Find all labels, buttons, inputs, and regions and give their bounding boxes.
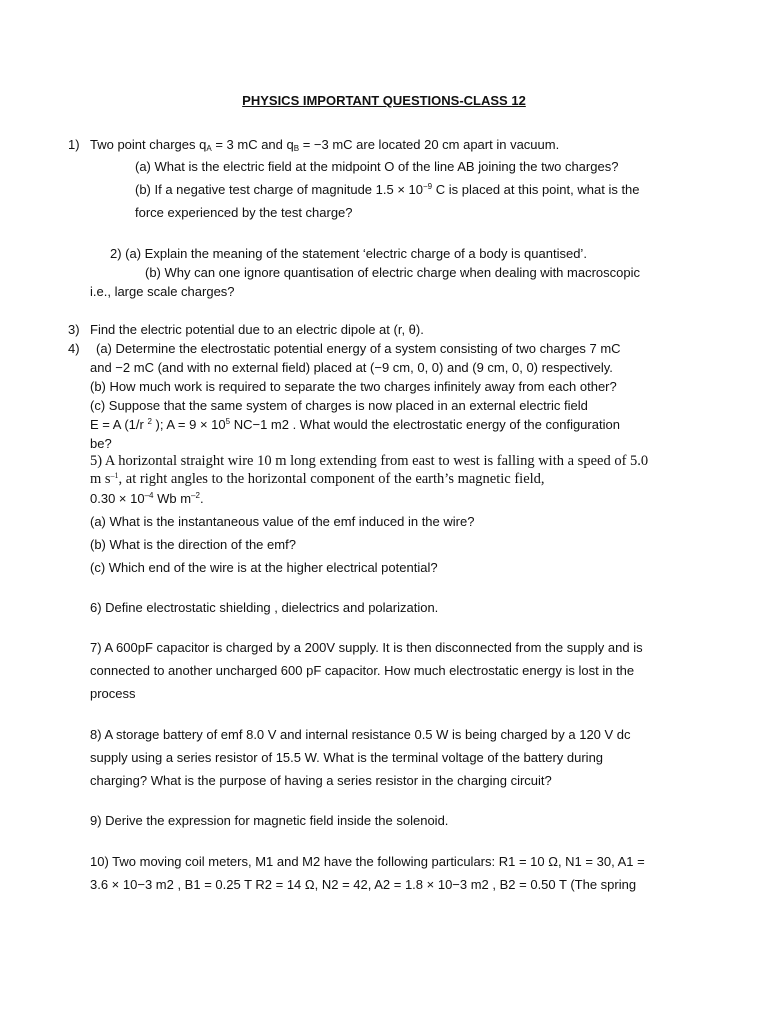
q7-line-2: connected to another uncharged 600 pF capacitor. How much electrostatic energy is lost in the — [90, 663, 635, 678]
q5-statement-cont: m $s^{-1}$, at right angles to the horizontal component of the earth’s magnetic field, — [90, 471, 545, 487]
q2-part-b-cont: i.e., large scale charges? — [90, 284, 235, 299]
q6-text: 6) Define electrostatic shielding , dielectrics and polarization. — [90, 600, 439, 615]
q4-part-a-cont: and −2 mC (and with no external field) placed at (−9 cm, 0, 0) and (9 cm, 0, 0) respectively. — [90, 360, 613, 375]
q8-line-2: supply using a series resistor of 15.5 W. What is the terminal voltage of the battery during — [90, 750, 604, 765]
q4-number: 4) — [68, 341, 80, 356]
q7-line-1: 7) A 600pF capacitor is charged by a 200V supply. It is then disconnected from the supply and is — [90, 640, 643, 655]
q1-part-b: (b) If a negative test charge of magnitude $1.5 \times 10^{-9}$ C is placed at this point, what is the — [135, 182, 640, 197]
q2-part-b: (b) Why can one ignore quantisation of electric charge when dealing with macroscopic — [145, 265, 640, 280]
q10-line-1: 10) Two moving coil meters, M1 and M2 have the following particulars: R1 = 10 Ω, N1 = 30, A1 = — [90, 854, 645, 869]
q4-part-c-formula: E = A (1/r $^2$ ); $A = 9 \times 10^5$ NC−1 m2 . What would the electrostatic energy of the configuration — [90, 417, 620, 432]
q4-part-c-cont: be? — [90, 436, 112, 451]
q4-part-b: (b) How much work is required to separate the two charges infinitely away from each other? — [90, 379, 617, 394]
q3-number: 3) — [68, 322, 80, 337]
q5-part-b: (b) What is the direction of the emf? — [90, 537, 296, 552]
q7-line-3: process — [90, 686, 136, 701]
q1-part-a: (a) What is the electric field at the midpoint O of the line AB joining the two charges? — [135, 159, 619, 174]
q1-part-b-cont: force experienced by the test charge? — [135, 205, 353, 220]
page-title: PHYSICS IMPORTANT QUESTIONS-CLASS 12 — [242, 93, 526, 108]
q1-number: 1) — [68, 137, 80, 152]
q10-line-2: 3.6 × 10−3 m2 , B1 = 0.25 T R2 = 14 Ω, N2 = 42, A2 = 1.8 × 10−3 m2 , B2 = 0.50 T (The spring — [90, 877, 637, 892]
q8-line-3: charging? What is the purpose of having a series resistor in the charging circuit? — [90, 773, 552, 788]
q8-line-1: 8) A storage battery of emf 8.0 V and internal resistance 0.5 W is being charged by a 120 V dc — [90, 727, 631, 742]
q5-field-value: $0.30 \times 10^{-4}$ Wb $m^{-2}$. — [90, 491, 204, 506]
q5-part-a: (a) What is the instantaneous value of the emf induced in the wire? — [90, 514, 475, 529]
q9-text: 9) Derive the expression for magnetic field inside the solenoid. — [90, 813, 449, 828]
q5-part-c: (c) Which end of the wire is at the higher electrical potential? — [90, 560, 438, 575]
q2-part-a: 2) (a) Explain the meaning of the statement ‘electric charge of a body is quantised’. — [110, 246, 587, 261]
q4-part-c: (c) Suppose that the same system of charges is now placed in an external electric field — [90, 398, 588, 413]
q1-statement: Two point charges $q_A = 3$ mC and $q_B = -3$ mC are located 20 cm apart in vacuum. — [90, 137, 560, 153]
q5-statement: 5) A horizontal straight wire 10 m long extending from east to west is falling with a speed of 5.0 — [90, 453, 649, 469]
q3-text: Find the electric potential due to an electric dipole at (r, θ). — [90, 322, 424, 337]
q4-part-a: (a) Determine the electrostatic potential energy of a system consisting of two charges 7 mC — [96, 341, 621, 356]
